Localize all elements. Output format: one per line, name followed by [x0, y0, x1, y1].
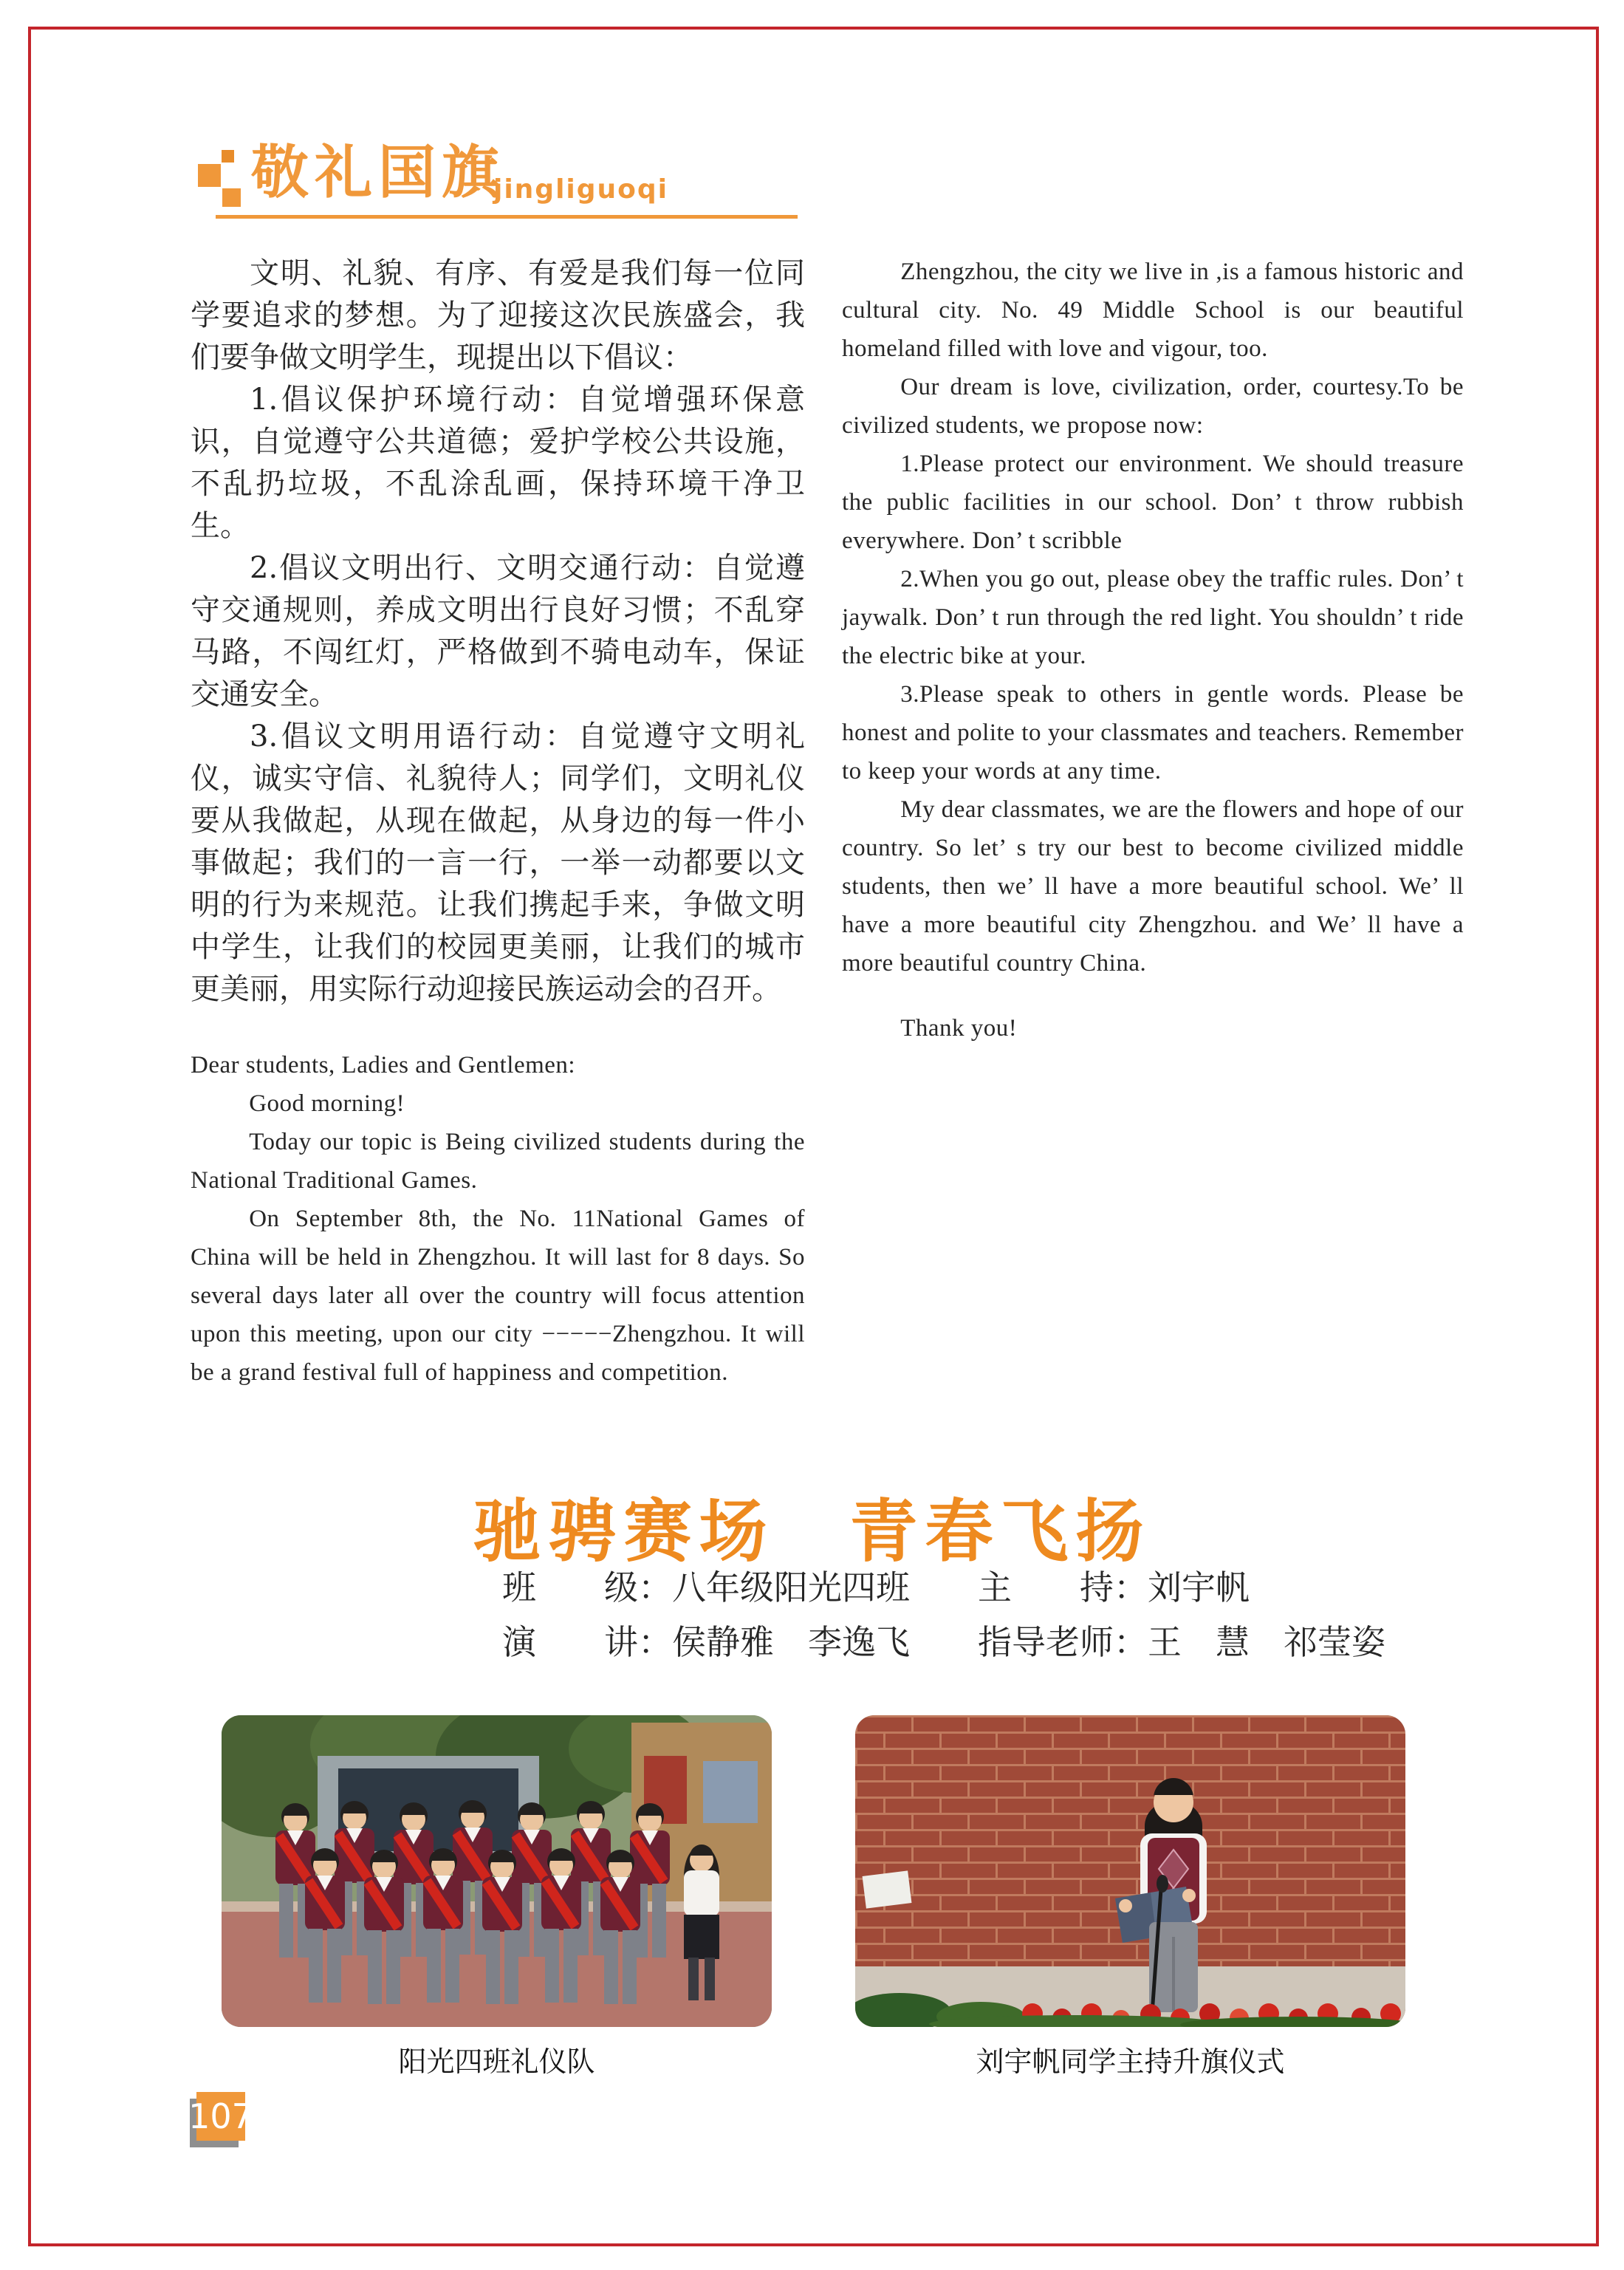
group-photo-etiquette-team: [222, 1715, 772, 2027]
right-photo-caption: 刘宇帆同学主持升旗仪式: [976, 2045, 1285, 2078]
left-photo-caption: 阳光四班礼仪队: [398, 2045, 595, 2078]
en-games-paragraph: On September 8th, the No. 11National Games of China will be held in Zhengzhou. It will last for 8 days. So several days later all over the country will focus attention upon this meeting, upon our city −−−−−Zhengzhou. It will be a grand festival full of happiness and competition.: [191, 1206, 805, 1386]
en-dream-paragraph: Our dream is love, civilization, order, courtesy.To be civilized students, we propose now:: [842, 374, 1464, 439]
page-number: 107: [188, 2096, 253, 2136]
page-subtitle: jingliguoqi: [493, 174, 668, 205]
logo-square-large: [198, 164, 221, 187]
en-proposal-item-1: 1.Please protect our environment. We should treasure the public facilities in our school. Don’ t throw rubbish everywhere. Don’ t scribble: [842, 451, 1464, 554]
cn-paragraph-3: 2.倡议文明出行、文明交通行动：自觉遵守交通规则，养成文明出行良好习惯；不乱穿马路，不闯红灯，严格做到不骑电动车，保证交通安全。: [191, 551, 805, 711]
section-title: 驰骋赛场 青春飞扬: [473, 1492, 1151, 1571]
cn-paragraph-1: 文明、礼貌、有序、有爱是我们每一位同学要追求的梦想。为了迎接这次民族盛会，我们要争做文明学生，现提出以下倡议：: [191, 256, 805, 375]
en-thanks: Thank you!: [900, 1015, 1018, 1042]
right-text-column: [842, 253, 1464, 1047]
logo-square-medium: [222, 188, 241, 207]
en-proposal-item-2: 2.When you go out, please obey the traffic rules. Don’ t jaywalk. Don’ t run through the red light. You shouldn’ t ride the electric bike at your.: [842, 566, 1464, 669]
info-line-speakers-teachers: 演 讲：侯静雅 李逸飞 指导老师：王 慧 祁莹姿: [502, 1622, 1385, 1662]
en-topic-paragraph: Today our topic is Being civilized students during the National Traditional Games.: [191, 1129, 805, 1194]
en-greeting: Good morning!: [249, 1090, 405, 1117]
header-underline: [216, 215, 798, 219]
section-info: [502, 1560, 1385, 1669]
left-text-column: [191, 253, 805, 1392]
cn-paragraph-4: 3.倡议文明用语行动：自觉遵守文明礼仪，诚实守信、礼貌待人；同学们，文明礼仪要从我做起，从现在做起，从身边的每一件小事做起；我们的一言一行，一举一动都要以文明的行为来规范。让我们携起手来，争做文明中学生，让我们的校园更美丽，让我们的城市更美丽，用实际行动迎接民族运动会的召开。: [191, 719, 805, 1006]
en-proposal-item-3: 3.Please speak to others in gentle words. Please be honest and polite to your classmates and teachers. Remember to keep your words at any time.: [842, 681, 1464, 784]
logo-square-small: [222, 150, 234, 163]
page-number-badge: [188, 2092, 253, 2141]
info-line-class-host: 班 级：八年级阳光四班 主 持：刘宇帆: [502, 1568, 1250, 1607]
page-title: 敬礼国旗: [251, 140, 506, 206]
en-salutation: Dear students, Ladies and Gentlemen:: [191, 1052, 576, 1078]
en-zhengzhou-paragraph: Zhengzhou, the city we live in ,is a famous historic and cultural city. No. 49 Middle School is our beautiful homeland filled with love and vigour, too.: [842, 259, 1464, 362]
en-closing-paragraph: My dear classmates, we are the flowers and hope of our country. So let’ s try our best to become civilized middle students, then we’ ll have a more beautiful school. We’ ll have a more beautiful city Zhengzhou. and We’ ll have a more beautiful country China.: [842, 796, 1464, 977]
photo-flag-ceremony-host: [855, 1715, 1405, 2027]
cn-paragraph-2: 1.倡议保护环境行动：自觉增强环保意识，自觉遵守公共道德；爱护学校公共设施，不乱扔垃圾，不乱涂乱画，保持环境干净卫生。: [191, 383, 805, 543]
